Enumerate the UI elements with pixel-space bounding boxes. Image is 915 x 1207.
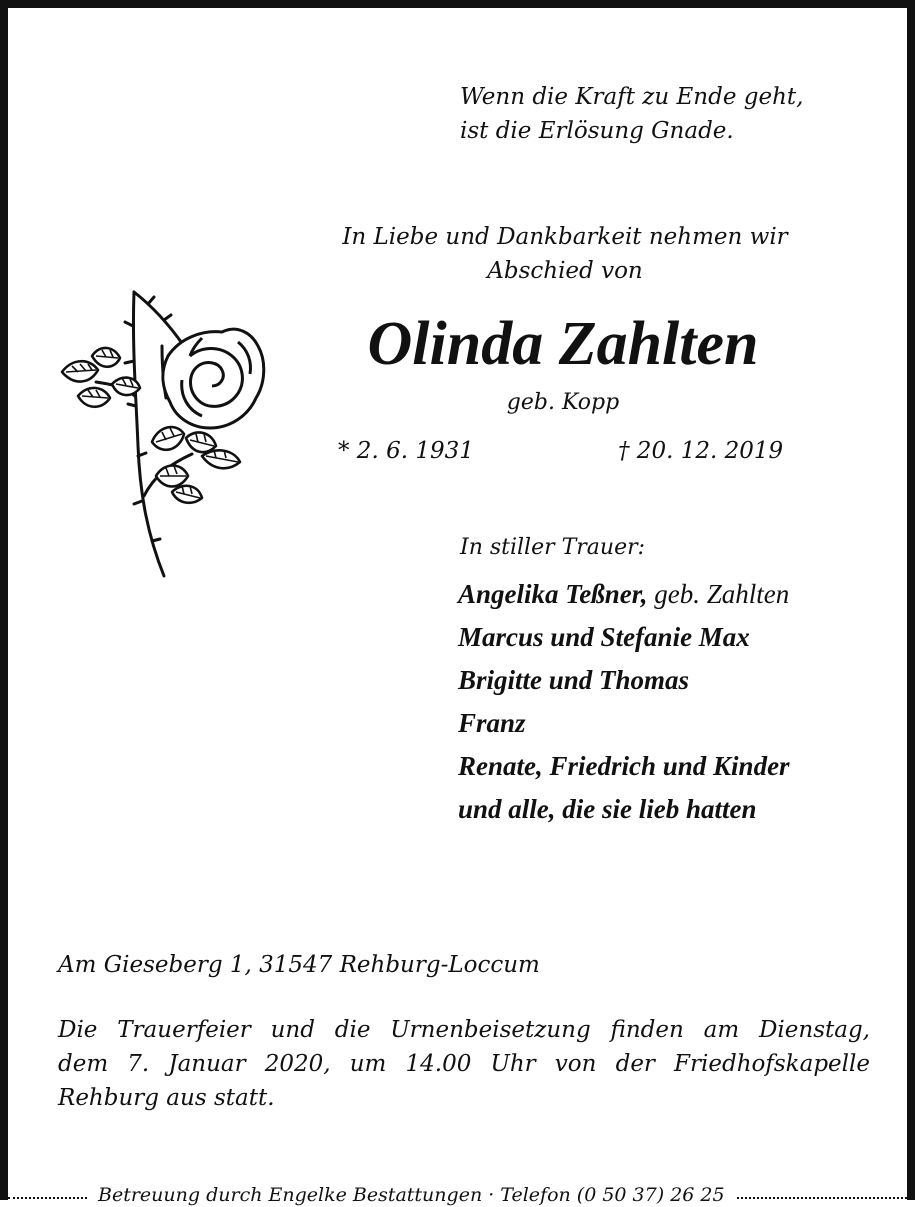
funeral-notice xyxy=(58,1013,870,1115)
mourner-row xyxy=(458,573,790,616)
intro xyxy=(300,220,830,288)
deceased-name: Olinda Zahlten xyxy=(367,310,759,378)
mourner-name: Brigitte und Thomas xyxy=(458,665,690,695)
mourner-row xyxy=(458,745,790,788)
mourner-name: Franz xyxy=(458,708,526,738)
mourner-name: und alle, die sie lieb hatten xyxy=(458,794,757,824)
mourner-name: Renate, Friedrich und Kinder xyxy=(458,751,790,781)
funeral-notice-line-2: dem 7. Januar 2020, um 14.00 Uhr von der Friedhofskapelle xyxy=(58,1051,870,1077)
mourner-note: geb. Zahlten xyxy=(654,579,790,609)
footer-credit: Betreuung durch Engelke Bestattungen · Telefon (0 50 37) 26 25 xyxy=(88,1183,735,1207)
address: Am Gieseberg 1, 31547 Rehburg-Loccum xyxy=(58,952,540,978)
intro-line-2: Abschied von xyxy=(487,258,643,284)
mourner-row xyxy=(458,788,790,831)
mourner-name: Marcus und Stefanie Max xyxy=(458,622,750,652)
mourning-heading: In stiller Trauer: xyxy=(460,535,646,560)
maiden-name: geb. Kopp xyxy=(506,390,620,415)
motto-line-1: Wenn die Kraft zu Ende geht, xyxy=(460,84,804,110)
funeral-notice-line-3: Rehburg aus statt. xyxy=(58,1085,275,1111)
mourner-row xyxy=(458,659,790,702)
intro-line-1: In Liebe und Dankbarkeit nehmen wir xyxy=(342,224,788,250)
birth-date: * 2. 6. 1931 xyxy=(338,438,474,464)
death-date: † 20. 12. 2019 xyxy=(618,438,784,464)
mourner-row xyxy=(458,616,790,659)
mourners-list xyxy=(458,573,790,831)
mourner-name: Angelika Teßner, xyxy=(458,579,648,609)
motto-line-2: ist die Erlösung Gnade. xyxy=(460,118,734,144)
rose-icon xyxy=(52,286,272,586)
mourner-row xyxy=(458,702,790,745)
motto xyxy=(460,80,803,148)
funeral-notice-line-1: Die Trauerfeier und die Urnenbeisetzung finden am Dienstag, xyxy=(58,1017,870,1043)
